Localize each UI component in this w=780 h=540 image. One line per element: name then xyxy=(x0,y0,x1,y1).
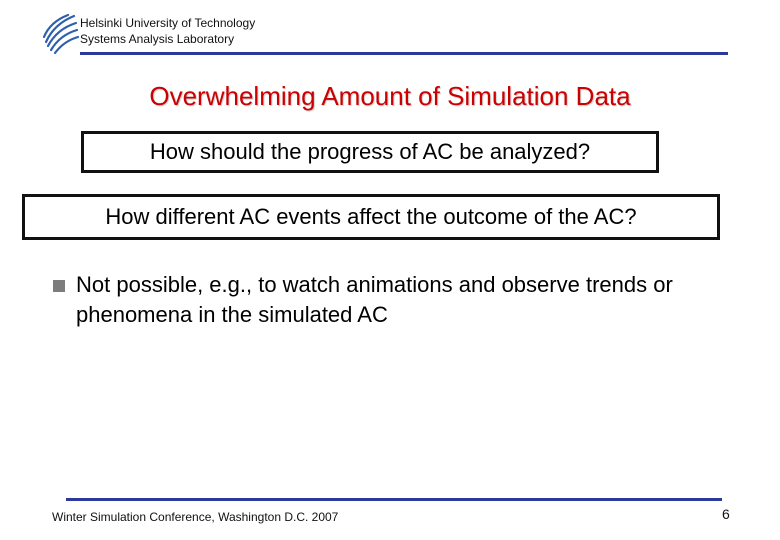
bullet-text: Not possible, e.g., to watch animations and observe trends or phenomena in the simulated AC xyxy=(76,272,673,327)
institution-line-1: Helsinki University of Technology xyxy=(80,16,256,30)
institution-line-2: Systems Analysis Laboratory xyxy=(80,32,235,46)
page-number: 6 xyxy=(722,506,730,522)
slide-title: Overwhelming Amount of Simulation Data xyxy=(149,81,631,111)
question-box-progress xyxy=(81,131,659,173)
header-divider xyxy=(80,52,728,55)
bullet-square-icon xyxy=(53,280,65,292)
footer-text: Winter Simulation Conference, Washington D.C. 2007 xyxy=(52,510,339,524)
university-logo-icon xyxy=(40,12,80,56)
institution-name xyxy=(80,15,255,47)
question-text-progress: How should the progress of AC be analyzed? xyxy=(149,139,591,164)
question-box-events xyxy=(22,194,720,240)
footer-divider xyxy=(66,498,722,501)
question-text-events: How different AC events affect the outcome of the AC? xyxy=(105,204,637,229)
